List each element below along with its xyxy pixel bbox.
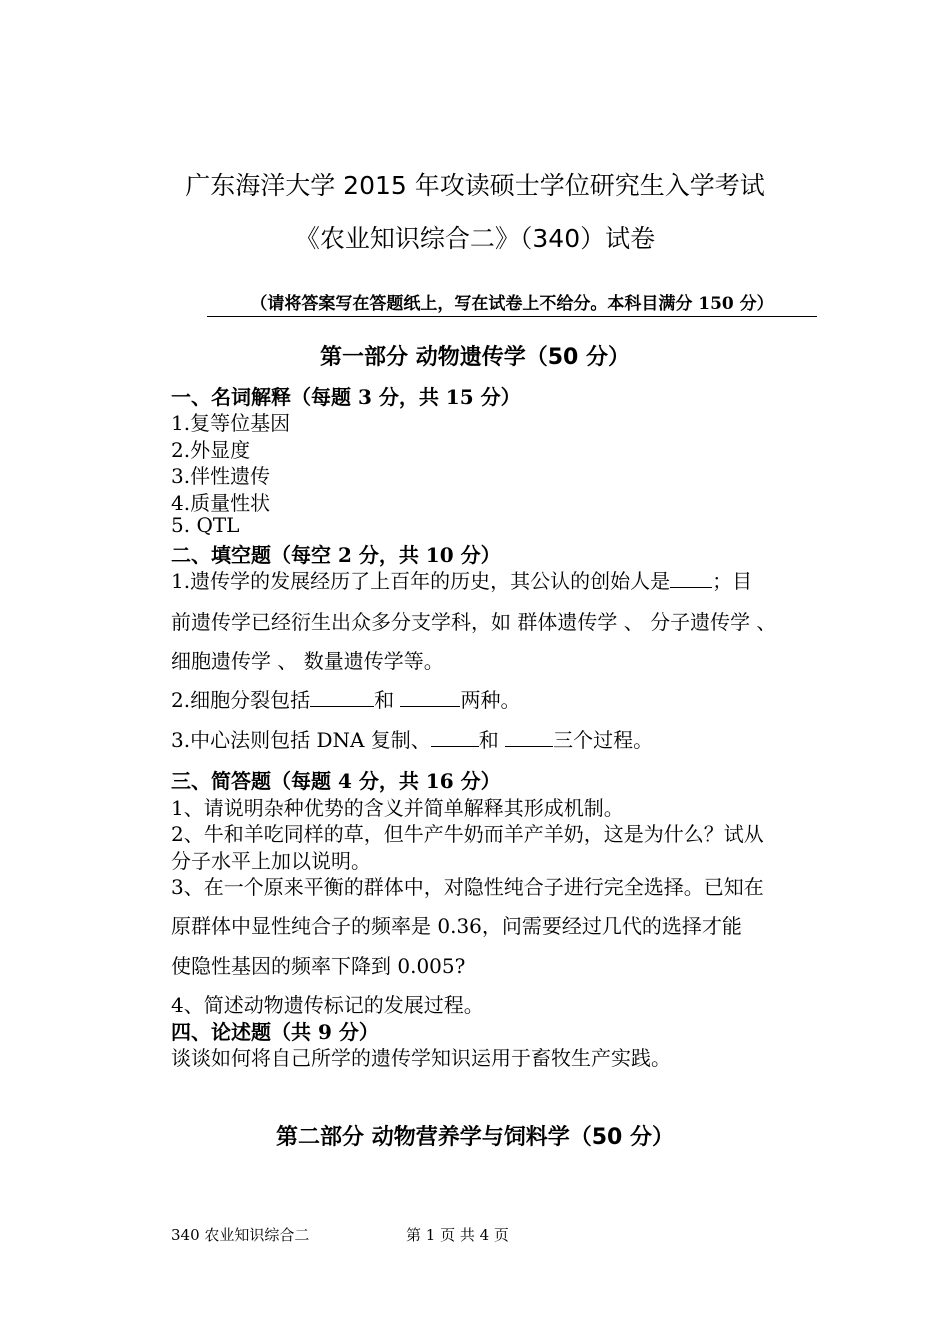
- answer-blank: [431, 726, 479, 747]
- short-question-1: 1、请说明杂种优势的含义并简单解释其形成机制。: [171, 796, 624, 820]
- part2-title: 第二部分 动物营养学与饲料学（50 分）: [276, 1125, 674, 1150]
- exam-title-line1: 广东海洋大学 2015 年攻读硕士学位研究生入学考试: [185, 171, 765, 200]
- term-item: 3.伴性遗传: [171, 464, 271, 488]
- exam-title-line2: 《农业知识综合二》（340）试卷: [294, 224, 656, 253]
- answer-blank: [310, 686, 374, 707]
- fill-question-3: [171, 724, 653, 753]
- short-question-3-line3: 使隐性基因的频率下降到 0.005?: [171, 954, 466, 978]
- fill-question-1-line3: 细胞遗传学 、 数量遗传学等。: [171, 649, 444, 673]
- question-text: 1.遗传学的发展经历了上百年的历史，其公认的创始人是: [171, 569, 671, 593]
- section4-heading: 四、论述题（共 9 分）: [171, 1020, 379, 1044]
- footer-subject: 340 农业知识综合二: [171, 1226, 310, 1244]
- answer-blank: [505, 726, 553, 747]
- question-text: 2.细胞分裂包括: [171, 688, 311, 712]
- short-question-3-line2: 原群体中显性纯合子的频率是 0.36，问需要经过几代的选择才能: [171, 914, 742, 938]
- short-question-2-line1: 2、牛和羊吃同样的草，但牛产牛奶而羊产羊奶，这是为什么？试从: [171, 822, 764, 846]
- short-question-3-line1: 3、在一个原来平衡的群体中，对隐性纯合子进行完全选择。已知在: [171, 875, 764, 899]
- exam-notice: （请将答案写在答题纸上，写在试卷上不给分。本科目满分 150 分）: [207, 289, 817, 317]
- term-item: 1.复等位基因: [171, 411, 291, 435]
- part1-title: 第一部分 动物遗传学（50 分）: [320, 345, 630, 370]
- answer-blank: [670, 567, 712, 588]
- essay-question: 谈谈如何将自己所学的遗传学知识运用于畜牧生产实践。: [171, 1046, 671, 1070]
- question-text: 和: [478, 728, 506, 752]
- term-item: 4.质量性状: [171, 491, 271, 515]
- section2-heading: 二、填空题（每空 2 分，共 10 分）: [171, 543, 501, 567]
- short-question-2-line2: 分子水平上加以说明。: [171, 849, 371, 873]
- fill-question-2: [171, 684, 520, 713]
- term-item: 5. QTL: [171, 513, 240, 537]
- question-text: 3.中心法则包括 DNA 复制、: [171, 728, 431, 752]
- fill-question-1: [171, 565, 752, 594]
- answer-blank: [400, 686, 460, 707]
- fill-question-1-line2: 前遗传学已经衍生出众多分支学科，如 群体遗传学 、 分子遗传学 、: [171, 610, 777, 634]
- short-question-4: 4、简述动物遗传标记的发展过程。: [171, 993, 484, 1017]
- term-item: 2.外显度: [171, 438, 251, 462]
- footer-page-number: 第 1 页 共 4 页: [406, 1226, 509, 1244]
- question-text: 两种。: [460, 688, 521, 712]
- section3-heading: 三、简答题（每题 4 分，共 16 分）: [171, 769, 501, 793]
- question-text: 三个过程。: [553, 728, 654, 752]
- question-text: ；目: [712, 569, 753, 593]
- question-text: 和: [374, 688, 401, 712]
- section1-heading: 一、名词解释（每题 3 分，共 15 分）: [171, 385, 521, 409]
